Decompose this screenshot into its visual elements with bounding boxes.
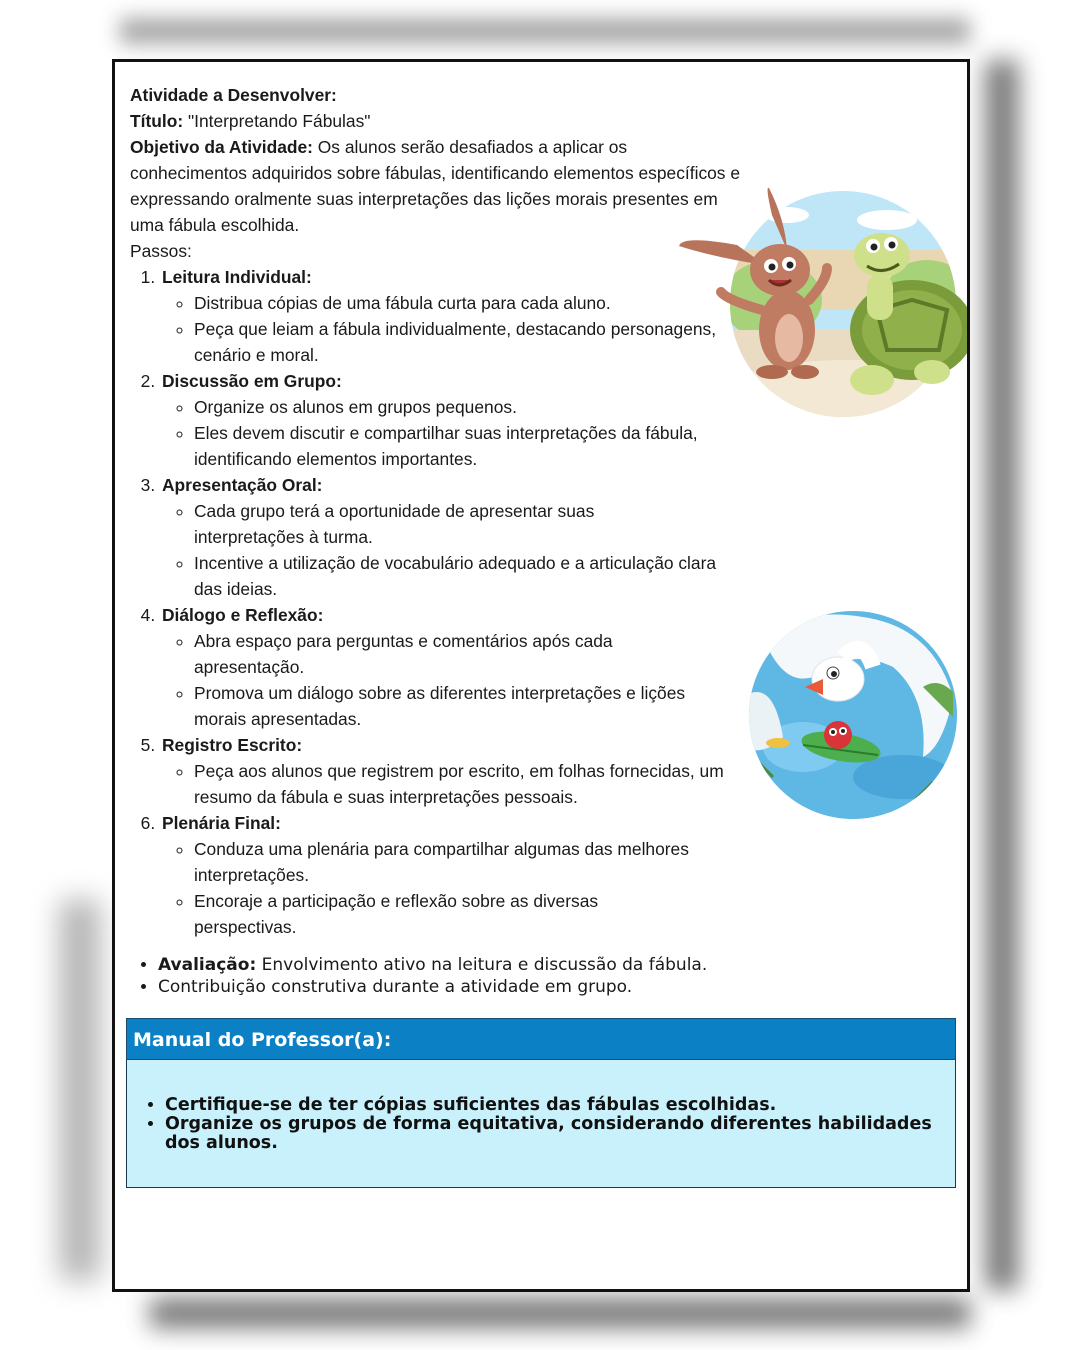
- step-subitem: ◦ Conduza uma plenária para compartilhar algumas das melhores interpretações.: [194, 836, 740, 888]
- evaluation-item: • Avaliação: Envolvimento ativo na leitura e discussão da fábula.: [158, 954, 890, 976]
- step-subitem: ◦ Peça que leiam a fábula individualmente, destacando personagens, cenário e moral.: [194, 316, 740, 368]
- evaluation-item: • Contribuição construtiva durante a atividade em grupo.: [158, 976, 890, 998]
- teacher-manual-header: Manual do Professor(a):: [126, 1018, 956, 1060]
- evaluation-section: [130, 954, 890, 998]
- step-subitem: ◦ Encoraje a participação e reflexão sobre as diversas perspectivas.: [194, 888, 670, 940]
- activity-heading: Atividade a Desenvolver:: [130, 85, 337, 105]
- step-subitem: ◦ Promova um diálogo sobre as diferentes interpretações e lições morais apresentadas.: [194, 680, 740, 732]
- step-item: 3. Apresentação Oral: ◦ Cada grupo terá a oportunidade de apresentar suas interpretações à turma. ◦ Incentive a utilização de vocabulário adequado e a articulação clara das ideias.: [160, 472, 740, 602]
- page-shadow-bottom: [150, 1298, 970, 1328]
- swan-and-ant-illustration: [743, 607, 963, 822]
- activity-section: [130, 82, 740, 940]
- page-shadow-top: [120, 18, 970, 44]
- step-item: 6. Plenária Final: ◦ Conduza uma plenária para compartilhar algumas das melhores interpretações. ◦ Encoraje a participação e reflexão sobre as diversas perspectivas.: [160, 810, 740, 940]
- step-subitem: ◦ Distribua cópias de uma fábula curta para cada aluno.: [194, 290, 740, 316]
- activity-title: Título: "Interpretando Fábulas": [130, 111, 371, 131]
- worksheet-page: [112, 59, 970, 1292]
- tortoise-figure: [850, 233, 967, 395]
- step-item: 5. Registro Escrito: ◦ Peça aos alunos que registrem por escrito, em folhas fornecidas, um resumo da fábula e suas interpretações pessoais.: [160, 732, 740, 810]
- step-item: 1. Leitura Individual: ◦ Distribua cópias de uma fábula curta para cada aluno. ◦ Peça que leiam a fábula individualmente, destacando personagens, cenário e moral.: [160, 264, 740, 368]
- steps-label: Passos:: [130, 241, 192, 261]
- step-subitem: ◦ Eles devem discutir e compartilhar suas interpretações da fábula, identificando elementos importantes.: [194, 420, 756, 472]
- step-subitem: ◦ Organize os alunos em grupos pequenos.: [194, 394, 740, 420]
- step-subitem: ◦ Peça aos alunos que registrem por escrito, em folhas fornecidas, um resumo da fábula e suas interpretações pessoais.: [194, 758, 756, 810]
- step-subitem: ◦ Abra espaço para perguntas e comentários após cada apresentação.: [194, 628, 660, 680]
- manual-item: • Organize os grupos de forma equitativa, considerando diferentes habilidades dos alunos.: [165, 1115, 945, 1153]
- activity-objective: Objetivo da Atividade: Os alunos serão desafiados a aplicar os conhecimentos adquiridos sobre fábulas, identificando elementos específicos e expressando oralmente suas interpretações das lições morais presentes em uma fábula escolhida.: [130, 137, 741, 235]
- page-shadow-right: [985, 60, 1019, 1290]
- rabbit-and-tortoise-illustration: [677, 180, 967, 420]
- teacher-manual-body: [126, 1060, 956, 1188]
- manual-item: • Certifique-se de ter cópias suficientes das fábulas escolhidas.: [165, 1096, 945, 1115]
- step-item: 4. Diálogo e Reflexão: ◦ Abra espaço para perguntas e comentários após cada apresentação. ◦ Promova um diálogo sobre as diferentes interpretações e lições morais apresentadas.: [160, 602, 740, 732]
- step-item: 2. Discussão em Grupo: ◦ Organize os alunos em grupos pequenos. ◦ Eles devem discutir e compartilhar suas interpretações da fábula, identificando elementos importantes.: [160, 368, 740, 472]
- page-shadow-left: [60, 900, 100, 1280]
- step-subitem: ◦ Cada grupo terá a oportunidade de apresentar suas interpretações à turma.: [194, 498, 670, 550]
- steps-list: [130, 264, 740, 940]
- step-subitem: ◦ Incentive a utilização de vocabulário adequado e a articulação clara das ideias.: [194, 550, 740, 602]
